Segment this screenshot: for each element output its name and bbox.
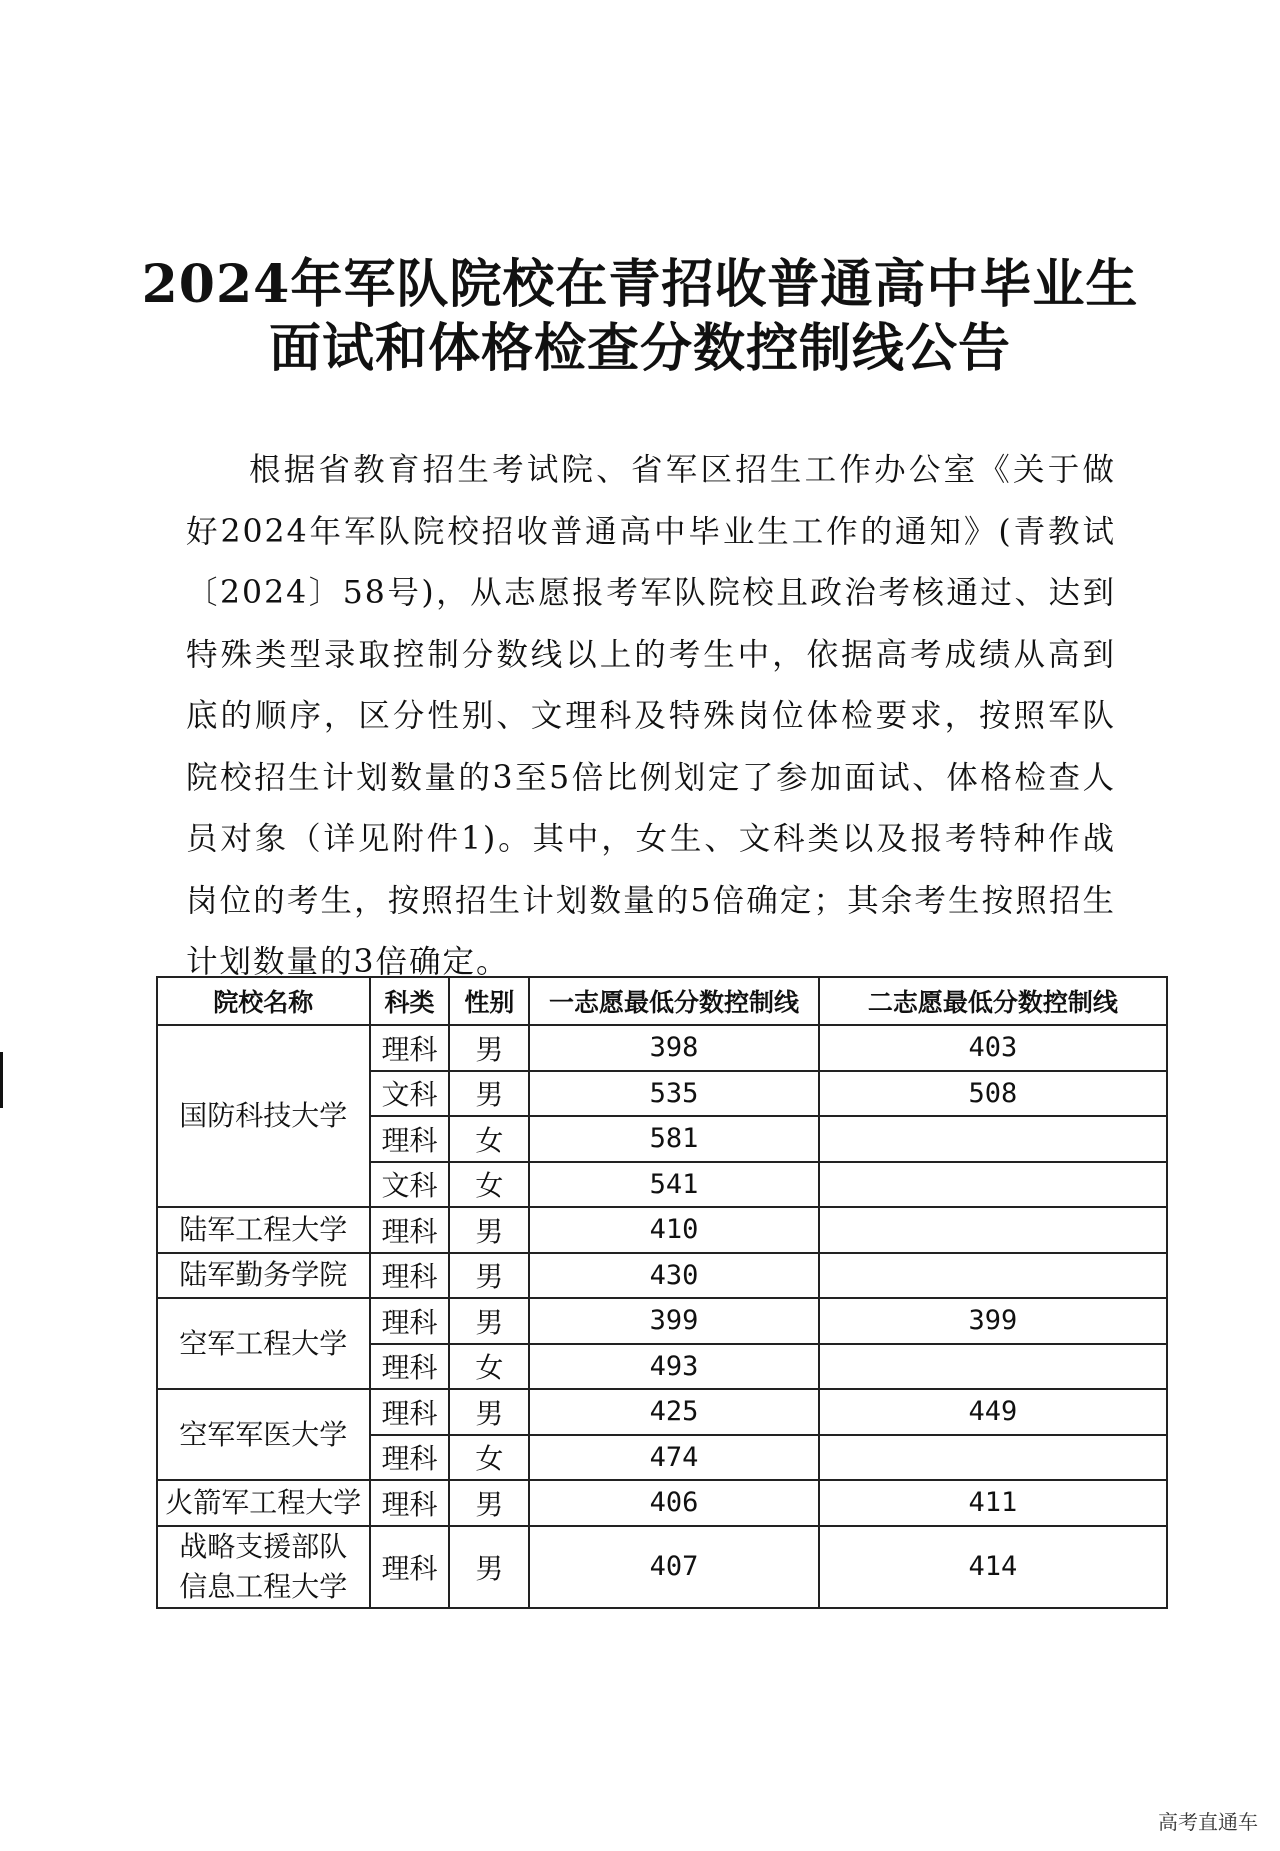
second-choice-score-cell [819, 1116, 1167, 1162]
gender-cell: 男 [449, 1480, 529, 1526]
second-choice-score-cell: 449 [819, 1389, 1167, 1435]
second-choice-score-cell: 403 [819, 1025, 1167, 1071]
subject-cell: 理科 [370, 1207, 450, 1253]
gender-cell: 男 [449, 1253, 529, 1299]
table-header-row [157, 977, 1167, 1025]
school-name-cell [157, 1253, 370, 1299]
school-name-cell [157, 1025, 370, 1207]
header-first-choice: 一志愿最低分数控制线 [529, 977, 818, 1025]
second-choice-score-cell [819, 1162, 1167, 1208]
subject-cell: 理科 [370, 1253, 450, 1299]
subject-cell: 理科 [370, 1526, 450, 1608]
header-school: 院校名称 [157, 977, 370, 1025]
first-choice-score-cell: 535 [529, 1071, 818, 1117]
table-body [157, 1025, 1167, 1608]
announcement-paragraph: 根据省教育招生考试院、省军区招生工作办公室《关于做好2024年军队院校招收普通高中毕业生工作的通知》(青教试〔2024〕58号)，从志愿报考军队院校且政治考核通过、达到特殊类型录取控制分数线以上的考生中，依据高考成绩从高到底的顺序，区分性别、文理科及特殊岗位体检要求，按照军队院校招生计划数量的3至5倍比例划定了参加面试、体格检查人员对象（详见附件1)。其中，女生、文科类以及报考特种作战岗位的考生，按照招生计划数量的5倍确定；其余考生按照招生计划数量的3倍确定。 [186, 452, 1116, 980]
subject-cell: 理科 [370, 1344, 450, 1390]
gender-cell: 男 [449, 1389, 529, 1435]
first-choice-score-cell: 474 [529, 1435, 818, 1481]
table-row [157, 1480, 1167, 1526]
subject-cell: 理科 [370, 1389, 450, 1435]
subject-cell: 理科 [370, 1435, 450, 1481]
school-name-cell [157, 1207, 370, 1253]
subject-cell: 理科 [370, 1025, 450, 1071]
second-choice-score-cell [819, 1344, 1167, 1390]
second-choice-score-cell [819, 1253, 1167, 1299]
school-name-cell [157, 1298, 370, 1389]
school-name-line: 火箭军工程大学 [165, 1485, 362, 1519]
gender-cell: 男 [449, 1526, 529, 1608]
score-table [156, 976, 1168, 1609]
header-second-choice: 二志愿最低分数控制线 [819, 977, 1167, 1025]
subject-cell: 文科 [370, 1162, 450, 1208]
school-name-line: 空军军医大学 [179, 1417, 348, 1451]
second-choice-score-cell: 411 [819, 1480, 1167, 1526]
gender-cell: 男 [449, 1298, 529, 1344]
first-choice-score-cell: 425 [529, 1389, 818, 1435]
subject-cell: 理科 [370, 1116, 450, 1162]
first-choice-score-cell: 406 [529, 1480, 818, 1526]
gender-cell: 男 [449, 1207, 529, 1253]
second-choice-score-cell: 508 [819, 1071, 1167, 1117]
announcement-body [186, 440, 1116, 994]
title-line-1: 2024年军队院校在青招收普通高中毕业生 [141, 254, 1139, 315]
header-subject: 科类 [370, 977, 450, 1025]
subject-cell: 理科 [370, 1480, 450, 1526]
first-choice-score-cell: 399 [529, 1298, 818, 1344]
school-name-cell [157, 1480, 370, 1526]
table-row [157, 1025, 1167, 1071]
school-name-line: 陆军工程大学 [179, 1212, 348, 1246]
first-choice-score-cell: 407 [529, 1526, 818, 1608]
table-row [157, 1207, 1167, 1253]
second-choice-score-cell [819, 1207, 1167, 1253]
first-choice-score-cell: 410 [529, 1207, 818, 1253]
school-name-line: 陆军勤务学院 [179, 1258, 348, 1292]
gender-cell: 女 [449, 1344, 529, 1390]
first-choice-score-cell: 541 [529, 1162, 818, 1208]
gender-cell: 女 [449, 1116, 529, 1162]
school-name-cell [157, 1389, 370, 1480]
first-choice-score-cell: 398 [529, 1025, 818, 1071]
table-row [157, 1526, 1167, 1608]
school-name-line: 信息工程大学 [179, 1569, 348, 1603]
school-name-cell [157, 1526, 370, 1608]
first-choice-score-cell: 430 [529, 1253, 818, 1299]
gender-cell: 男 [449, 1025, 529, 1071]
title-line-2: 面试和体格检查分数控制线公告 [268, 318, 1011, 379]
second-choice-score-cell [819, 1435, 1167, 1481]
subject-cell: 文科 [370, 1071, 450, 1117]
school-name-line: 国防科技大学 [179, 1099, 348, 1132]
watermark: 高考直通车 [1158, 1810, 1258, 1834]
table-row [157, 1298, 1167, 1344]
subject-cell: 理科 [370, 1298, 450, 1344]
table-row [157, 1253, 1167, 1299]
second-choice-score-cell: 399 [819, 1298, 1167, 1344]
scan-margin-mark [0, 1052, 3, 1108]
school-name-line: 战略支援部队 [179, 1529, 348, 1563]
table-row [157, 1389, 1167, 1435]
school-name-line: 空军工程大学 [179, 1326, 348, 1360]
gender-cell: 女 [449, 1162, 529, 1208]
first-choice-score-cell: 581 [529, 1116, 818, 1162]
gender-cell: 女 [449, 1435, 529, 1481]
header-gender: 性别 [449, 977, 529, 1025]
gender-cell: 男 [449, 1071, 529, 1117]
second-choice-score-cell: 414 [819, 1526, 1167, 1608]
first-choice-score-cell: 493 [529, 1344, 818, 1390]
